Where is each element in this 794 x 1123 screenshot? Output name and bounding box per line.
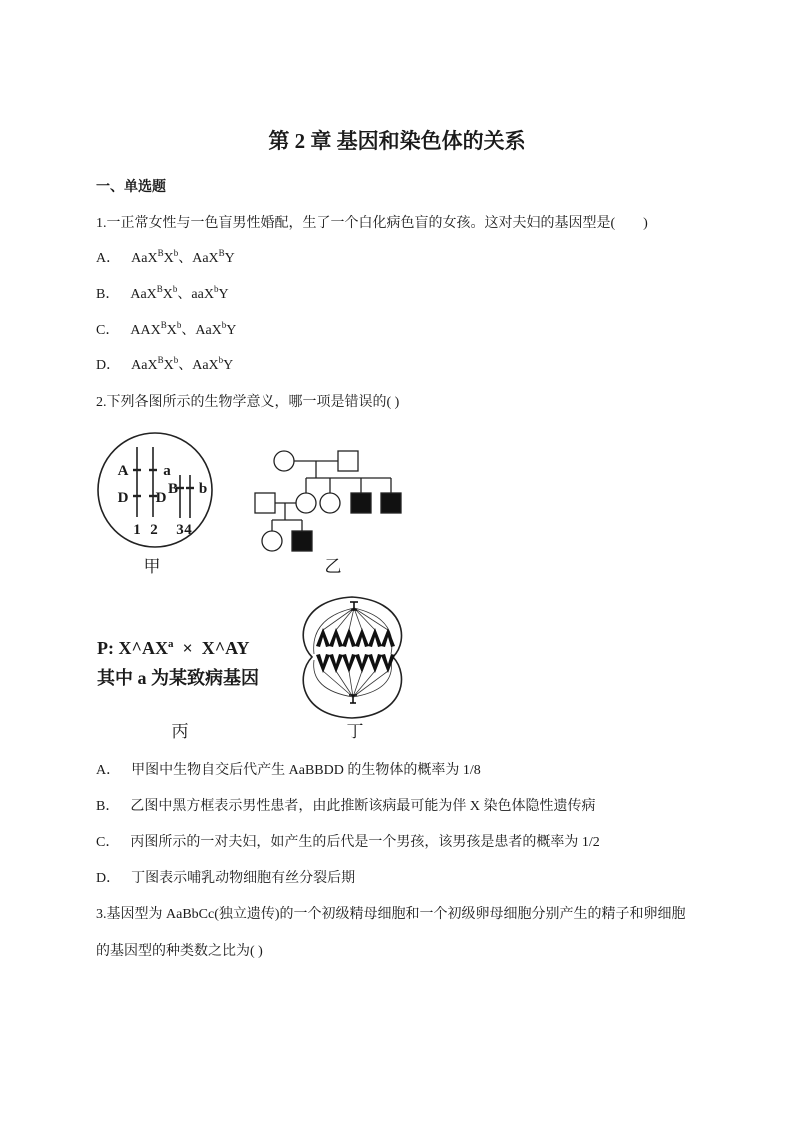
chromosome	[381, 628, 395, 647]
genotype-text: X	[162, 287, 173, 302]
genotype-text: Y	[226, 323, 237, 338]
option-label: B．	[96, 287, 120, 302]
chromosome	[355, 628, 369, 647]
gene-label: b	[198, 481, 208, 497]
genotype-text: AaX	[131, 251, 158, 266]
chromosome	[329, 628, 343, 647]
gene-superscript: b	[173, 248, 179, 258]
question-2-option-d	[96, 869, 355, 889]
pedigree-male-affected	[381, 493, 401, 513]
gene-superscript: B	[157, 248, 164, 258]
gene-superscript: b	[221, 320, 227, 330]
figure-jia-caption: 甲	[143, 557, 161, 576]
gene-label: D	[155, 490, 167, 506]
figure-ding-cell-division	[290, 590, 415, 725]
genotype-text: 、AaX	[181, 323, 222, 338]
option-label: A．	[96, 251, 121, 266]
chromosome-number: 3	[176, 522, 184, 538]
genotype-text: 、aaX	[177, 287, 214, 302]
question-2-option-b	[96, 797, 595, 817]
question-3-stem-line-1: 3.基因型为 AaBbCc(独立遗传)的一个初级精母细胞和一个初级卵母细胞分别产生的精子和卵细胞	[96, 907, 686, 922]
gene-label: B	[167, 481, 179, 497]
chromosome-number: 1	[133, 522, 141, 538]
pedigree-female	[274, 451, 294, 471]
option-label: D．	[96, 358, 121, 373]
option-text: 丁图表示哺乳动物细胞有丝分裂后期	[131, 871, 356, 886]
gene-superscript: B	[218, 248, 225, 258]
genotype-text: Y	[224, 251, 235, 266]
chromosome	[355, 654, 369, 673]
chromosome	[329, 654, 343, 673]
gene-superscript: B	[157, 355, 164, 365]
cross-text: P: X^AX	[97, 638, 168, 658]
cross-text: × X^AY	[173, 638, 250, 658]
figure-ding-caption: 丁	[346, 722, 364, 741]
gene-label: A	[117, 463, 129, 479]
chromosome	[368, 654, 382, 673]
figure-jia-chromosome-diagram	[90, 425, 220, 555]
question-2-option-c	[96, 833, 600, 853]
pedigree-male-affected	[292, 531, 312, 551]
genotype-text: 、AaX	[178, 358, 219, 373]
chromosome	[342, 628, 356, 647]
chromosome-number: 4	[184, 522, 192, 538]
gene-superscript: B	[160, 320, 167, 330]
pedigree-male	[338, 451, 358, 471]
genotype-text: Y	[218, 287, 229, 302]
pedigree-male-affected	[351, 493, 371, 513]
genotype-text: 、AaX	[178, 251, 219, 266]
option-label: A．	[96, 763, 121, 778]
chromosomes-bottom	[316, 654, 395, 673]
gene-superscript: b	[213, 284, 219, 294]
section-heading: 一、单选题	[96, 180, 166, 195]
figure-yi-caption: 乙	[324, 557, 342, 576]
question-3-stem-line-2: 的基因型的种类数之比为( )	[96, 944, 263, 959]
gene-superscript: b	[218, 355, 224, 365]
gene-superscript: b	[176, 320, 182, 330]
chromosomes-top	[316, 628, 395, 647]
chromosome-number: 2	[150, 522, 158, 538]
spindle-fibers	[314, 608, 392, 697]
pedigree-male	[255, 493, 275, 513]
chromosome	[316, 654, 330, 673]
figure-yi-pedigree	[250, 445, 410, 560]
pedigree-female	[262, 531, 282, 551]
option-label: C．	[96, 835, 120, 850]
option-text: 乙图中黑方框表示男性患者，由此推断该病最可能为伴 X 染色体隐性遗传病	[130, 799, 596, 814]
genotype-text: AaX	[130, 287, 157, 302]
chromosome	[342, 654, 356, 673]
option-label: B．	[96, 799, 120, 814]
gene-label: a	[163, 463, 171, 479]
gene-superscript: b	[172, 284, 178, 294]
option-text: 甲图中生物自交后代产生 AaBBDD 的生物体的概率为 1/8	[131, 763, 481, 778]
question-2-stem: 2.下列各图所示的生物学意义，哪一项是错误的( )	[96, 395, 400, 410]
question-2-option-a	[96, 761, 481, 781]
gene-superscript: a	[167, 638, 174, 650]
genotype-text: X	[163, 251, 174, 266]
genotype-text: X	[166, 323, 177, 338]
figure-bing-note: 其中 a 为某致病基因	[97, 668, 259, 688]
figure-bing-caption: 丙	[171, 722, 189, 741]
question-1-option-a	[96, 249, 235, 269]
gene-label: D	[117, 490, 129, 506]
genotype-text: AaX	[131, 358, 158, 373]
question-1-stem: 1.一正常女性与一色盲男性婚配，生了一个白化病色盲的女孩。这对夫妇的基因型是( )	[96, 216, 648, 231]
genotype-text: Y	[223, 358, 234, 373]
chapter-title: 第 2 章 基因和染色体的关系	[268, 129, 526, 153]
option-text: 丙图所示的一对夫妇，如产生的后代是一个男孩，该男孩是患者的概率为 1/2	[130, 835, 600, 850]
pedigree-female	[320, 493, 340, 513]
pedigree-female	[296, 493, 316, 513]
genotype-text: AAX	[130, 323, 161, 338]
gene-superscript: b	[173, 355, 179, 365]
question-1-option-b	[96, 285, 229, 305]
option-label: C．	[96, 323, 120, 338]
question-1-option-c	[96, 321, 236, 341]
figure-bing-cross	[97, 637, 250, 662]
genotype-text: X	[163, 358, 174, 373]
chromosome	[368, 628, 382, 647]
gene-superscript: B	[156, 284, 163, 294]
question-1-option-d	[96, 356, 233, 376]
chromosome	[381, 654, 395, 673]
option-label: D．	[96, 871, 121, 886]
